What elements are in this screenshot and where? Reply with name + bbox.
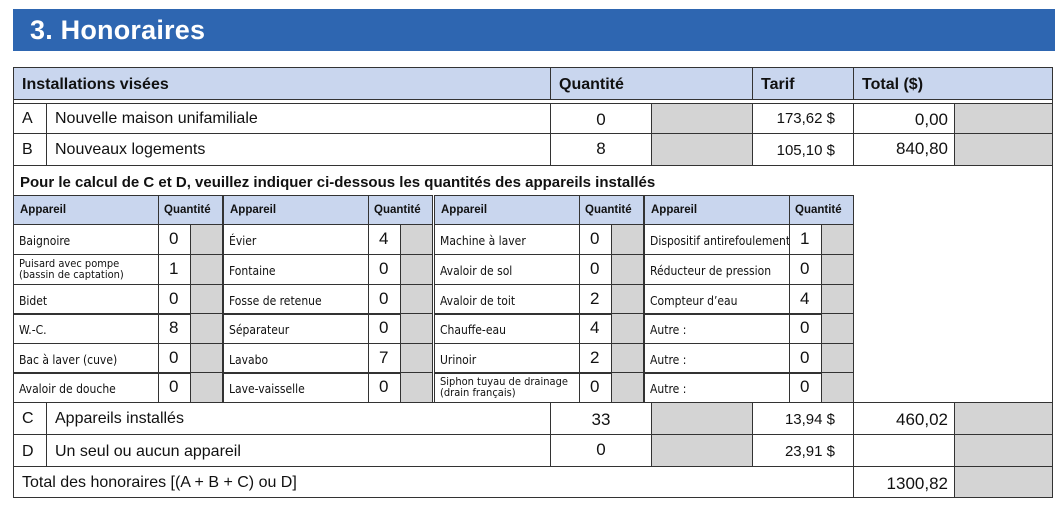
row-b-letter-cell	[13, 133, 47, 166]
quantity-col-header-2	[579, 195, 644, 225]
row-a-tarif: 173,62 $	[776, 110, 835, 127]
total-shade	[954, 466, 1053, 498]
appliance-header-label: Appareil	[230, 204, 277, 216]
appliance-qty-shade	[821, 254, 854, 285]
row-d-letter: D	[22, 443, 34, 460]
quantity-col-header-3	[789, 195, 854, 225]
appliance-qty: 0	[800, 318, 810, 337]
row-c-tarif-cell	[752, 402, 854, 435]
row-b-total-shade	[954, 133, 1053, 166]
appliance-qty-field[interactable]	[368, 284, 401, 315]
appliance-name: Avaloir de toit	[440, 294, 516, 308]
row-b-qty-field[interactable]	[550, 133, 652, 166]
row-a-qty-field[interactable]	[550, 103, 652, 134]
quantity-header-label: Quantité	[585, 204, 632, 216]
row-a-qty-shade	[651, 103, 753, 134]
appliance-name-cell	[434, 343, 580, 374]
appliance-name-cell	[13, 343, 159, 374]
appliance-qty-field[interactable]	[579, 343, 612, 374]
quantity-header-label: Quantité	[164, 204, 211, 216]
appliance-name-cell	[434, 372, 580, 403]
appliance-qty: 4	[800, 289, 810, 308]
appliance-name: Puisard avec pompe (bassin de captation)	[19, 257, 124, 281]
quantity-col-header-1	[368, 195, 433, 225]
header-installations-label: Installations visées	[22, 76, 169, 93]
appliance-name: Compteur d’eau	[650, 294, 738, 308]
appliance-name-cell	[223, 224, 369, 255]
appliance-name: Séparateur	[229, 323, 290, 337]
row-b-total-field[interactable]	[853, 133, 955, 166]
appliance-name: Avaloir de sol	[440, 264, 513, 278]
row-c-qty: 33	[591, 410, 611, 429]
appliance-qty-shade	[190, 284, 223, 315]
appliance-qty-shade	[400, 343, 433, 374]
appliance-name: W.-C.	[19, 323, 47, 337]
appliance-name-cell	[223, 343, 369, 374]
row-d-total-shade	[954, 434, 1053, 467]
appliance-name-cell	[223, 254, 369, 285]
appliance-name-cell	[13, 224, 159, 255]
appliance-name: Réducteur de pression	[650, 264, 772, 278]
appliance-name: Fosse de retenue	[229, 294, 322, 308]
appliance-qty-field[interactable]	[789, 284, 822, 315]
row-a-tarif-cell	[752, 103, 854, 134]
appliance-qty-shade	[400, 313, 433, 344]
row-d-label: Un seul ou aucun appareil	[55, 443, 241, 460]
appliance-qty-shade	[190, 224, 223, 255]
appliance-name: Dispositif antirefoulement	[650, 234, 791, 248]
appliance-name-cell	[644, 313, 790, 344]
appliance-name-cell	[644, 343, 790, 374]
appliance-name: Baignoire	[19, 234, 71, 248]
appliance-qty-field[interactable]	[579, 284, 612, 315]
appliance-name-cell	[13, 313, 159, 344]
appliance-qty-shade	[611, 254, 644, 285]
row-c-qty-shade	[651, 402, 753, 435]
header-tarif-label: Tarif	[761, 76, 795, 93]
appliance-qty-shade	[611, 313, 644, 344]
row-c-total-field[interactable]	[853, 402, 955, 435]
appliance-name-cell	[644, 254, 790, 285]
appliance-qty-shade	[611, 224, 644, 255]
appliance-name: Machine à laver	[440, 234, 526, 248]
appliance-qty-field[interactable]	[158, 284, 191, 315]
row-d-qty-field[interactable]	[550, 434, 652, 467]
appliance-qty-shade	[190, 313, 223, 344]
row-a-qty: 0	[596, 110, 606, 129]
appliance-qty: 0	[379, 377, 389, 396]
appliance-qty-field[interactable]	[789, 313, 822, 344]
appliance-qty-shade	[400, 372, 433, 403]
row-c-label-cell	[46, 402, 551, 435]
appliance-qty: 0	[590, 229, 600, 248]
appliance-qty-field[interactable]	[789, 343, 822, 374]
appliance-qty-field[interactable]	[579, 372, 612, 403]
appliance-name-cell	[223, 313, 369, 344]
appliance-header-label: Appareil	[20, 204, 67, 216]
appliance-name-cell	[434, 284, 580, 315]
appliance-name: Évier	[229, 234, 257, 248]
row-a-letter-cell	[13, 103, 47, 134]
appliance-name-cell	[434, 313, 580, 344]
appliance-name: Autre :	[650, 323, 687, 337]
row-a-total: 0,00	[914, 110, 948, 129]
appliance-qty: 4	[379, 229, 389, 248]
appliance-qty-shade	[400, 254, 433, 285]
appliance-qty: 0	[379, 259, 389, 278]
row-a-total-field[interactable]	[853, 103, 955, 134]
row-c-total: 460,02	[896, 410, 948, 429]
appliance-name-cell	[13, 372, 159, 403]
appliance-qty: 0	[590, 377, 600, 396]
appliance-qty-shade	[190, 254, 223, 285]
appliance-name-cell	[13, 284, 159, 315]
appliance-qty-shade	[821, 224, 854, 255]
appliance-qty-field[interactable]	[789, 224, 822, 255]
header-total	[853, 67, 1053, 100]
appliance-qty: 0	[800, 259, 810, 278]
appliance-qty: 2	[590, 289, 600, 308]
appliance-name-cell	[644, 224, 790, 255]
appliance-name-cell	[223, 284, 369, 315]
header-tarif	[752, 67, 854, 100]
appliance-qty-field[interactable]	[158, 313, 191, 344]
row-b-total: 840,80	[896, 139, 948, 158]
row-b-label-cell	[46, 133, 551, 166]
appliance-name-cell	[434, 254, 580, 285]
row-d-tarif-cell	[752, 434, 854, 467]
appliance-qty-shade	[821, 284, 854, 315]
row-a-total-shade	[954, 103, 1053, 134]
appliance-qty-shade	[821, 372, 854, 403]
row-b-tarif: 105,10 $	[776, 142, 835, 159]
appliance-qty-field[interactable]	[158, 224, 191, 255]
appliance-name-cell	[434, 224, 580, 255]
appliance-qty-shade	[190, 343, 223, 374]
appliance-name: Urinoir	[440, 353, 477, 367]
appliance-qty-shade	[611, 284, 644, 315]
appliance-qty-shade	[400, 224, 433, 255]
quantity-col-header-0	[158, 195, 223, 225]
appliance-name: Siphon tuyau de drainage (drain français)	[440, 375, 568, 399]
appliance-header-label: Appareil	[651, 204, 698, 216]
appliance-qty-field[interactable]	[789, 372, 822, 403]
appliance-qty-field[interactable]	[158, 343, 191, 374]
quantity-header-label: Quantité	[374, 204, 421, 216]
appliance-qty: 0	[169, 348, 179, 367]
appliance-qty-shade	[611, 372, 644, 403]
header-quantite	[550, 67, 753, 100]
row-d-tarif: 23,91 $	[784, 443, 835, 460]
header-quantite-label: Quantité	[559, 76, 624, 93]
appliance-qty: 1	[169, 259, 179, 278]
row-a-label: Nouvelle maison unifamiliale	[55, 110, 258, 127]
appliance-name-cell	[13, 254, 159, 285]
appliance-name: Fontaine	[229, 264, 276, 278]
appliance-name-cell	[644, 284, 790, 315]
row-a-letter: A	[22, 110, 33, 127]
row-a-label-cell	[46, 103, 551, 134]
appliance-qty-field[interactable]	[368, 254, 401, 285]
total-label-cell	[13, 466, 854, 498]
appliance-qty-field[interactable]	[368, 313, 401, 344]
header-total-label: Total ($)	[862, 76, 924, 93]
row-b-tarif-cell	[752, 133, 854, 166]
row-c-letter: C	[22, 410, 34, 427]
row-b-qty: 8	[596, 139, 606, 158]
appliance-qty-field[interactable]	[579, 254, 612, 285]
appliance-col-header-0	[13, 195, 159, 225]
appliance-col-header-1	[223, 195, 369, 225]
appliance-qty: 0	[169, 377, 179, 396]
appliance-header-label: Appareil	[441, 204, 488, 216]
appliance-qty-field[interactable]	[158, 254, 191, 285]
row-d-label-cell	[46, 434, 551, 467]
appliance-name-cell	[644, 372, 790, 403]
row-c-letter-cell	[13, 402, 47, 435]
appliance-qty: 4	[590, 318, 600, 337]
quantity-header-label: Quantité	[795, 204, 842, 216]
appliance-qty-shade	[611, 343, 644, 374]
appliance-name-cell	[223, 372, 369, 403]
appliance-qty-shade	[821, 343, 854, 374]
appliance-qty-field[interactable]	[368, 224, 401, 255]
appliance-name: Autre :	[650, 353, 687, 367]
appliance-col-header-2	[434, 195, 580, 225]
appliance-name: Autre :	[650, 382, 687, 396]
appliance-qty-shade	[400, 284, 433, 315]
appliance-name: Avaloir de douche	[19, 382, 116, 396]
appliance-qty: 0	[800, 377, 810, 396]
row-d-letter-cell	[13, 434, 47, 467]
appliance-qty-field[interactable]	[368, 343, 401, 374]
appliance-qty: 0	[379, 289, 389, 308]
appliance-qty-field[interactable]	[368, 372, 401, 403]
appliance-qty: 0	[169, 289, 179, 308]
row-d-total-field[interactable]	[853, 434, 955, 467]
appliance-col-header-3	[644, 195, 790, 225]
appliance-name: Bac à laver (cuve)	[19, 353, 118, 367]
cd-instruction: Pour le calcul de C et D, veuillez indiquer ci-dessous les quantités des appareils installés	[20, 174, 656, 191]
appliance-qty: 0	[800, 348, 810, 367]
appliance-name: Lave-vaisselle	[229, 382, 305, 396]
appliance-qty: 1	[800, 229, 810, 248]
row-b-qty-shade	[651, 133, 753, 166]
header-installations	[13, 67, 551, 100]
total-field[interactable]	[853, 466, 955, 498]
row-c-qty-field[interactable]	[550, 402, 652, 435]
row-d-qty: 0	[596, 440, 606, 459]
appliance-qty-shade	[821, 313, 854, 344]
appliance-qty: 2	[590, 348, 600, 367]
appliance-qty: 0	[590, 259, 600, 278]
row-c-total-shade	[954, 402, 1053, 435]
total-label: Total des honoraires [(A + B + C) ou D]	[22, 474, 297, 491]
total-value: 1300,82	[886, 474, 948, 493]
row-c-label: Appareils installés	[55, 410, 184, 427]
appliance-qty-shade	[190, 372, 223, 403]
row-b-letter: B	[22, 141, 33, 158]
appliance-name: Bidet	[19, 294, 48, 308]
row-d-qty-shade	[651, 434, 753, 467]
appliance-qty-field[interactable]	[789, 254, 822, 285]
section-title: 3. Honoraires	[30, 15, 206, 45]
appliance-qty: 0	[169, 229, 179, 248]
appliance-name: Lavabo	[229, 353, 269, 367]
appliance-name: Chauffe-eau	[440, 323, 506, 337]
appliance-qty-field[interactable]	[579, 313, 612, 344]
row-b-label: Nouveaux logements	[55, 141, 206, 158]
section-header	[13, 9, 1055, 51]
appliance-qty: 0	[379, 318, 389, 337]
appliance-qty-field[interactable]	[579, 224, 612, 255]
appliance-qty: 8	[169, 318, 179, 337]
row-c-tarif: 13,94 $	[784, 411, 835, 428]
appliance-qty-field[interactable]	[158, 372, 191, 403]
appliance-qty: 7	[379, 348, 389, 367]
